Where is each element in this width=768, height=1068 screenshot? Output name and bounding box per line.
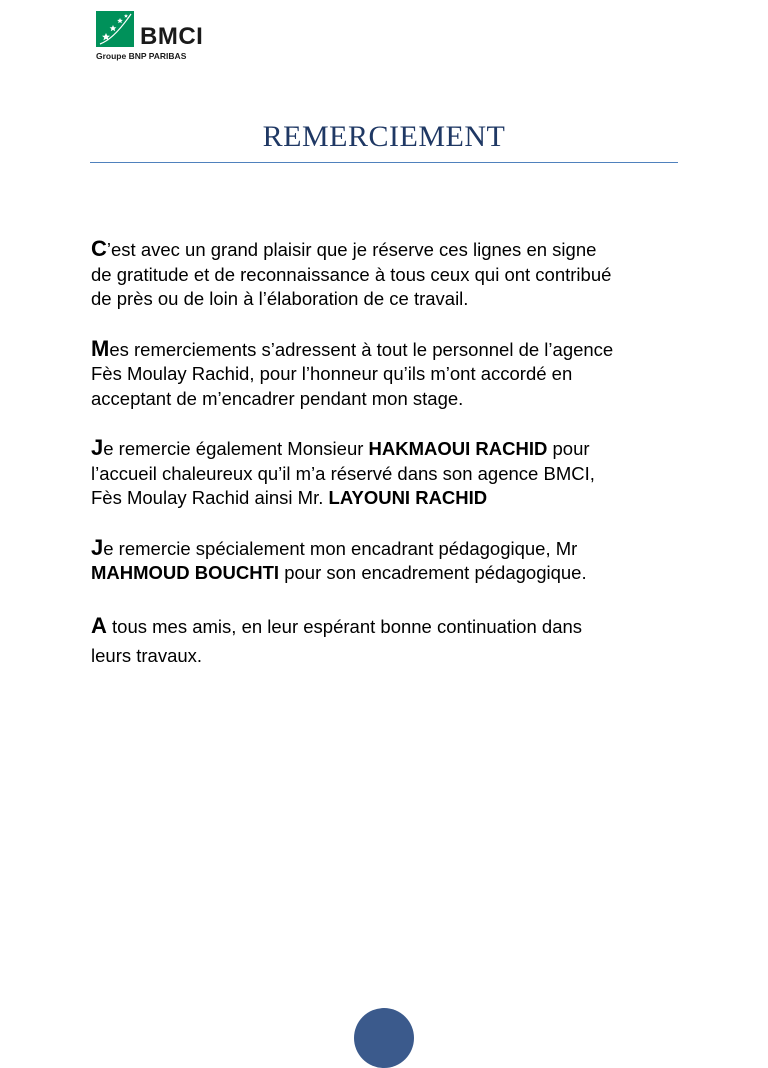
paragraph <box>91 536 691 586</box>
bmci-logo <box>96 11 228 61</box>
paragraph-line <box>91 263 691 288</box>
drop-letter: J <box>91 435 104 460</box>
title-underline <box>90 162 678 163</box>
bmci-group-name: Groupe BNP PARIBAS <box>96 51 187 61</box>
drop-letter: J <box>91 534 104 560</box>
paragraph-line <box>91 287 691 312</box>
line-text: Fès Moulay Rachid, pour l’honneur qu’ils m’ont accordé en <box>91 363 573 384</box>
drop-letter: C <box>91 236 107 261</box>
paragraph-line <box>91 362 691 387</box>
paragraph-line <box>91 337 691 363</box>
bold-name: HAKMAOUI RACHID <box>368 438 548 459</box>
line-text: e remercie spécialement mon encadrant pédagogique, Mr <box>103 537 578 559</box>
line-text: de près ou de loin à l’élaboration de ce travail. <box>91 288 469 309</box>
line-text: e remercie également Monsieur <box>103 438 369 459</box>
paragraph-line <box>91 436 691 462</box>
line-text: Fès Moulay Rachid ainsi Mr. <box>91 487 329 508</box>
paragraph <box>91 611 691 670</box>
paragraph <box>91 436 691 511</box>
line-text-after: pour son encadrement pédagogique. <box>279 562 587 583</box>
paragraph-line <box>91 611 691 641</box>
line-text: acceptant de m’encadrer pendant mon stage. <box>91 387 464 409</box>
line-text: es remerciements s’adressent à tout le personnel de l’agence <box>109 338 614 360</box>
paragraph-line <box>91 387 691 412</box>
bold-name: LAYOUNI RACHID <box>328 487 488 508</box>
line-text-after: pour <box>547 438 590 459</box>
paragraph-line <box>91 641 691 670</box>
drop-letter: A <box>91 612 107 638</box>
paragraph <box>91 237 691 312</box>
paragraph-line <box>91 536 691 562</box>
bold-name: MAHMOUD BOUCHTI <box>91 562 280 583</box>
line-text: tous mes amis, en leur espérant bonne continuation dans <box>106 615 583 637</box>
paragraph-line <box>91 486 691 511</box>
bnp-stars-logo-icon <box>96 11 134 47</box>
paragraph <box>91 337 691 412</box>
line-text: de gratitude et de reconnaissance à tous ceux qui ont contribué <box>91 263 612 285</box>
page-title: REMERCIEMENT <box>262 120 506 153</box>
line-text: l’accueil chaleureux qu’il m’a réservé dans son agence BMCI, <box>91 462 595 484</box>
drop-letter: M <box>91 335 110 361</box>
line-text: ’est avec un grand plaisir que je réserve ces lignes en signe <box>106 239 597 260</box>
acknowledgement-body <box>91 237 691 670</box>
paragraph-line <box>91 462 691 487</box>
page-number-circle <box>354 1008 414 1068</box>
bmci-brand-name: BMCI <box>140 23 204 50</box>
line-text: leurs travaux. <box>91 644 203 666</box>
paragraph-line <box>91 237 691 263</box>
paragraph-line <box>91 561 691 586</box>
